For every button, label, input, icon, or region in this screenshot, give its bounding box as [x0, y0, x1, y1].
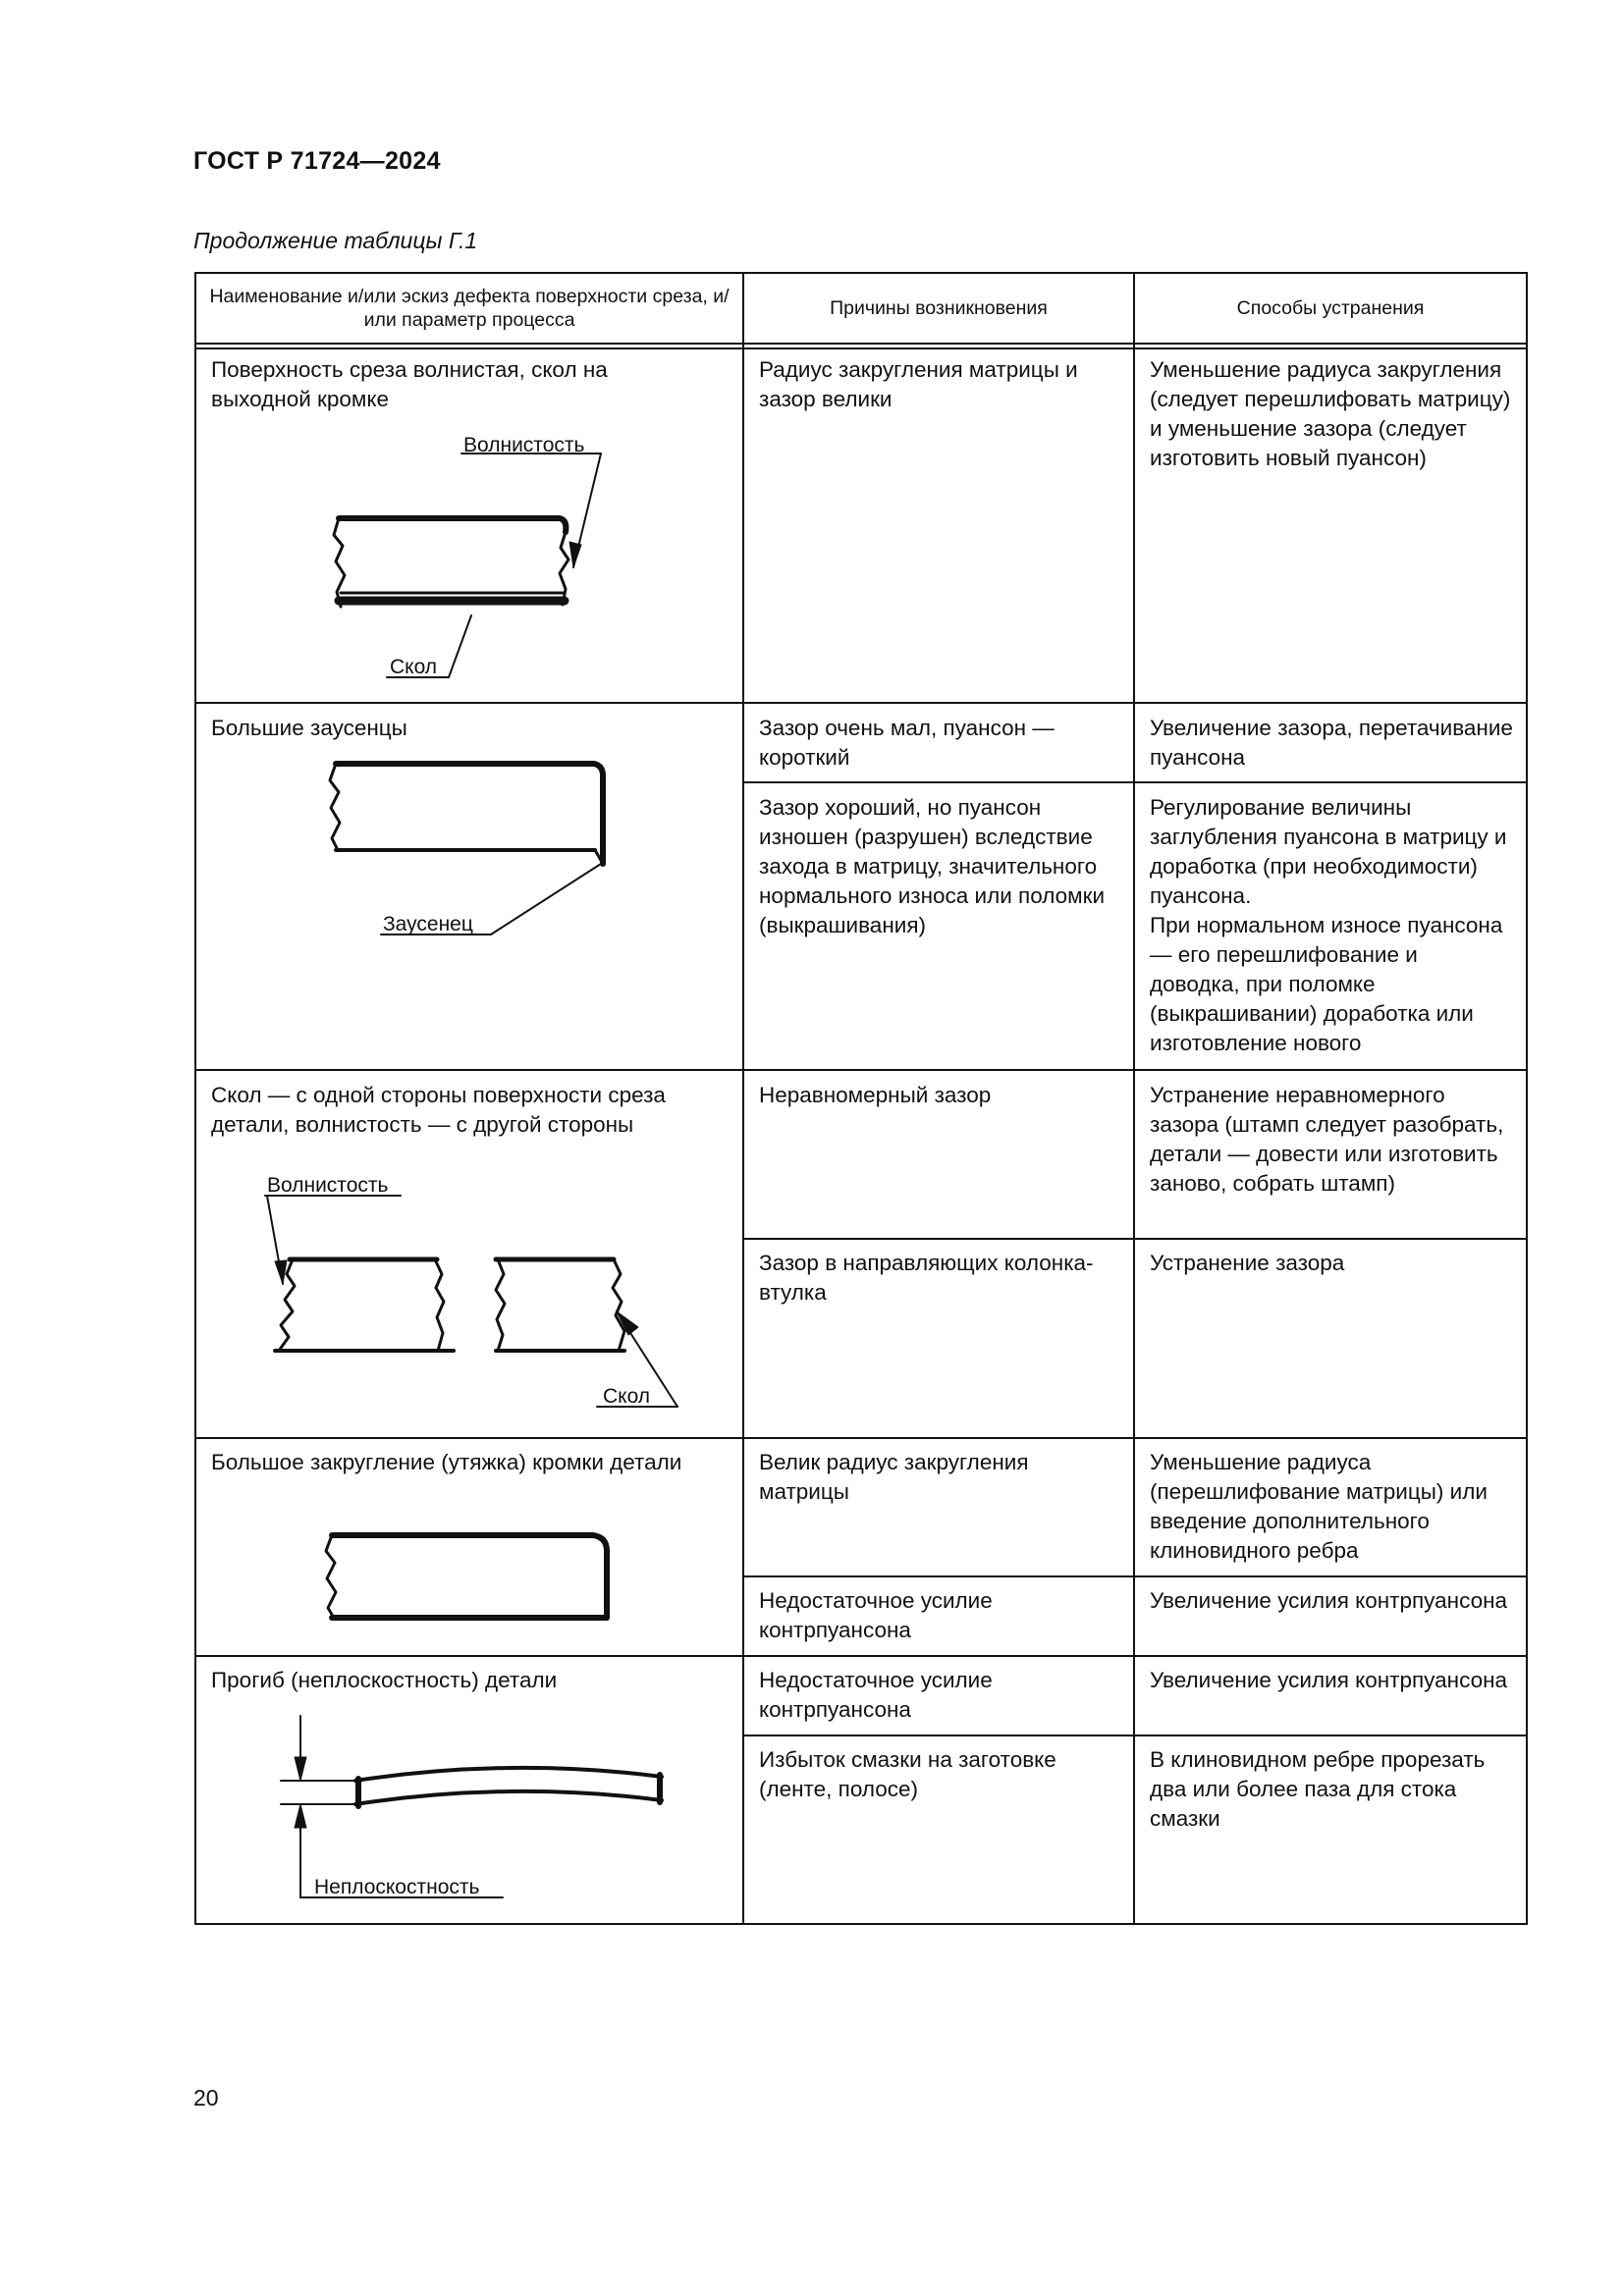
remedy-cell: Увеличение зазора, перетачивание пуансона — [1150, 716, 1513, 770]
sketch-label-chip: Скол — [390, 656, 438, 678]
remedy-cell: Увеличение усилия контрпуансона — [1150, 1668, 1508, 1692]
page-number: 20 — [193, 2085, 219, 2110]
remedy-cell: В клиновидном ребре прорезать два или более паза для стока смазки — [1150, 1747, 1486, 1831]
sketch-wavy-chip — [334, 454, 601, 677]
sketch-burr — [330, 764, 603, 934]
defect-cell: Большие заусенцы — [211, 716, 407, 740]
cause-cell: Велик радиус закругления матрицы — [759, 1450, 1029, 1504]
cause-cell: Зазор хороший, но пуансон изношен (разрушен) вследствие захода в матрицу, значительного нормального износа или поломки (выкрашивания) — [759, 795, 1106, 937]
cause-cell: Неравномерный зазор — [759, 1083, 992, 1107]
cause-cell: Недостаточное усилие контрпуансона — [759, 1588, 993, 1642]
column-header-remedies: Способы устранения — [1236, 297, 1425, 319]
sketch-label-waviness: Волнистость — [267, 1174, 389, 1197]
remedy-cell: Уменьшение радиуса (перешлифование матрицы) или введение дополнительного клиновидного ребра — [1150, 1450, 1488, 1563]
cause-cell: Радиус закругления матрицы и зазор велики — [759, 357, 1078, 411]
cause-cell: Зазор очень мал, пуансон — короткий — [759, 716, 1055, 770]
sketch-label-waviness: Волнистость — [463, 434, 585, 456]
cause-cell: Зазор в направляющих колонка-втулка — [759, 1251, 1094, 1305]
remedy-cell: Устранение неравномерного зазора (штамп следует разобрать, детали — довести или изготовить заново, собрать штамп) — [1150, 1083, 1504, 1196]
sketch-label-non-flatness: Неплоскостность — [314, 1876, 480, 1898]
sketch-deflection — [281, 1716, 662, 1897]
defect-cell: Большое закругление (утяжка) кромки детали — [211, 1450, 682, 1474]
cause-cell: Недостаточное усилие контрпуансона — [759, 1668, 993, 1722]
remedy-cell: Увеличение усилия контрпуансона — [1150, 1588, 1508, 1613]
remedy-cell: Регулирование величины заглубления пуансона в матрицу и доработка (при необходимости) пуансона. При нормальном износе пуансона — его перешлифование и доводка, при поломке (выкрашивании) доработка или изготовление нового — [1150, 795, 1507, 1055]
remedy-cell: Устранение зазора — [1150, 1251, 1345, 1275]
sketch-chip-waviness — [265, 1196, 677, 1407]
remedy-cell: Уменьшение радиуса закругления (следует перешлифовать матрицу) и уменьшение зазора (следует изготовить новый пуансон) — [1150, 357, 1511, 470]
sketch-edge-rounding — [326, 1535, 607, 1618]
sketch-label-burr: Заусенец — [383, 913, 473, 935]
defect-cell: Скол — с одной стороны поверхности среза детали, волнистость — с другой стороны — [211, 1083, 666, 1137]
column-header-defect: Наименование и/или эскиз дефекта поверхности среза, и/или параметр процесса — [209, 286, 730, 331]
sketch-label-chip: Скол — [603, 1385, 651, 1408]
table-caption: Продолжение таблицы Г.1 — [193, 228, 478, 253]
document-title: ГОСТ Р 71724—2024 — [193, 147, 441, 175]
defect-cell: Поверхность среза волнистая, скол на выходной кромке — [211, 357, 608, 411]
column-header-causes: Причины возникновения — [830, 297, 1048, 319]
cause-cell: Избыток смазки на заготовке (ленте, полосе) — [759, 1747, 1056, 1801]
defect-cell: Прогиб (неплоскостность) детали — [211, 1668, 558, 1692]
